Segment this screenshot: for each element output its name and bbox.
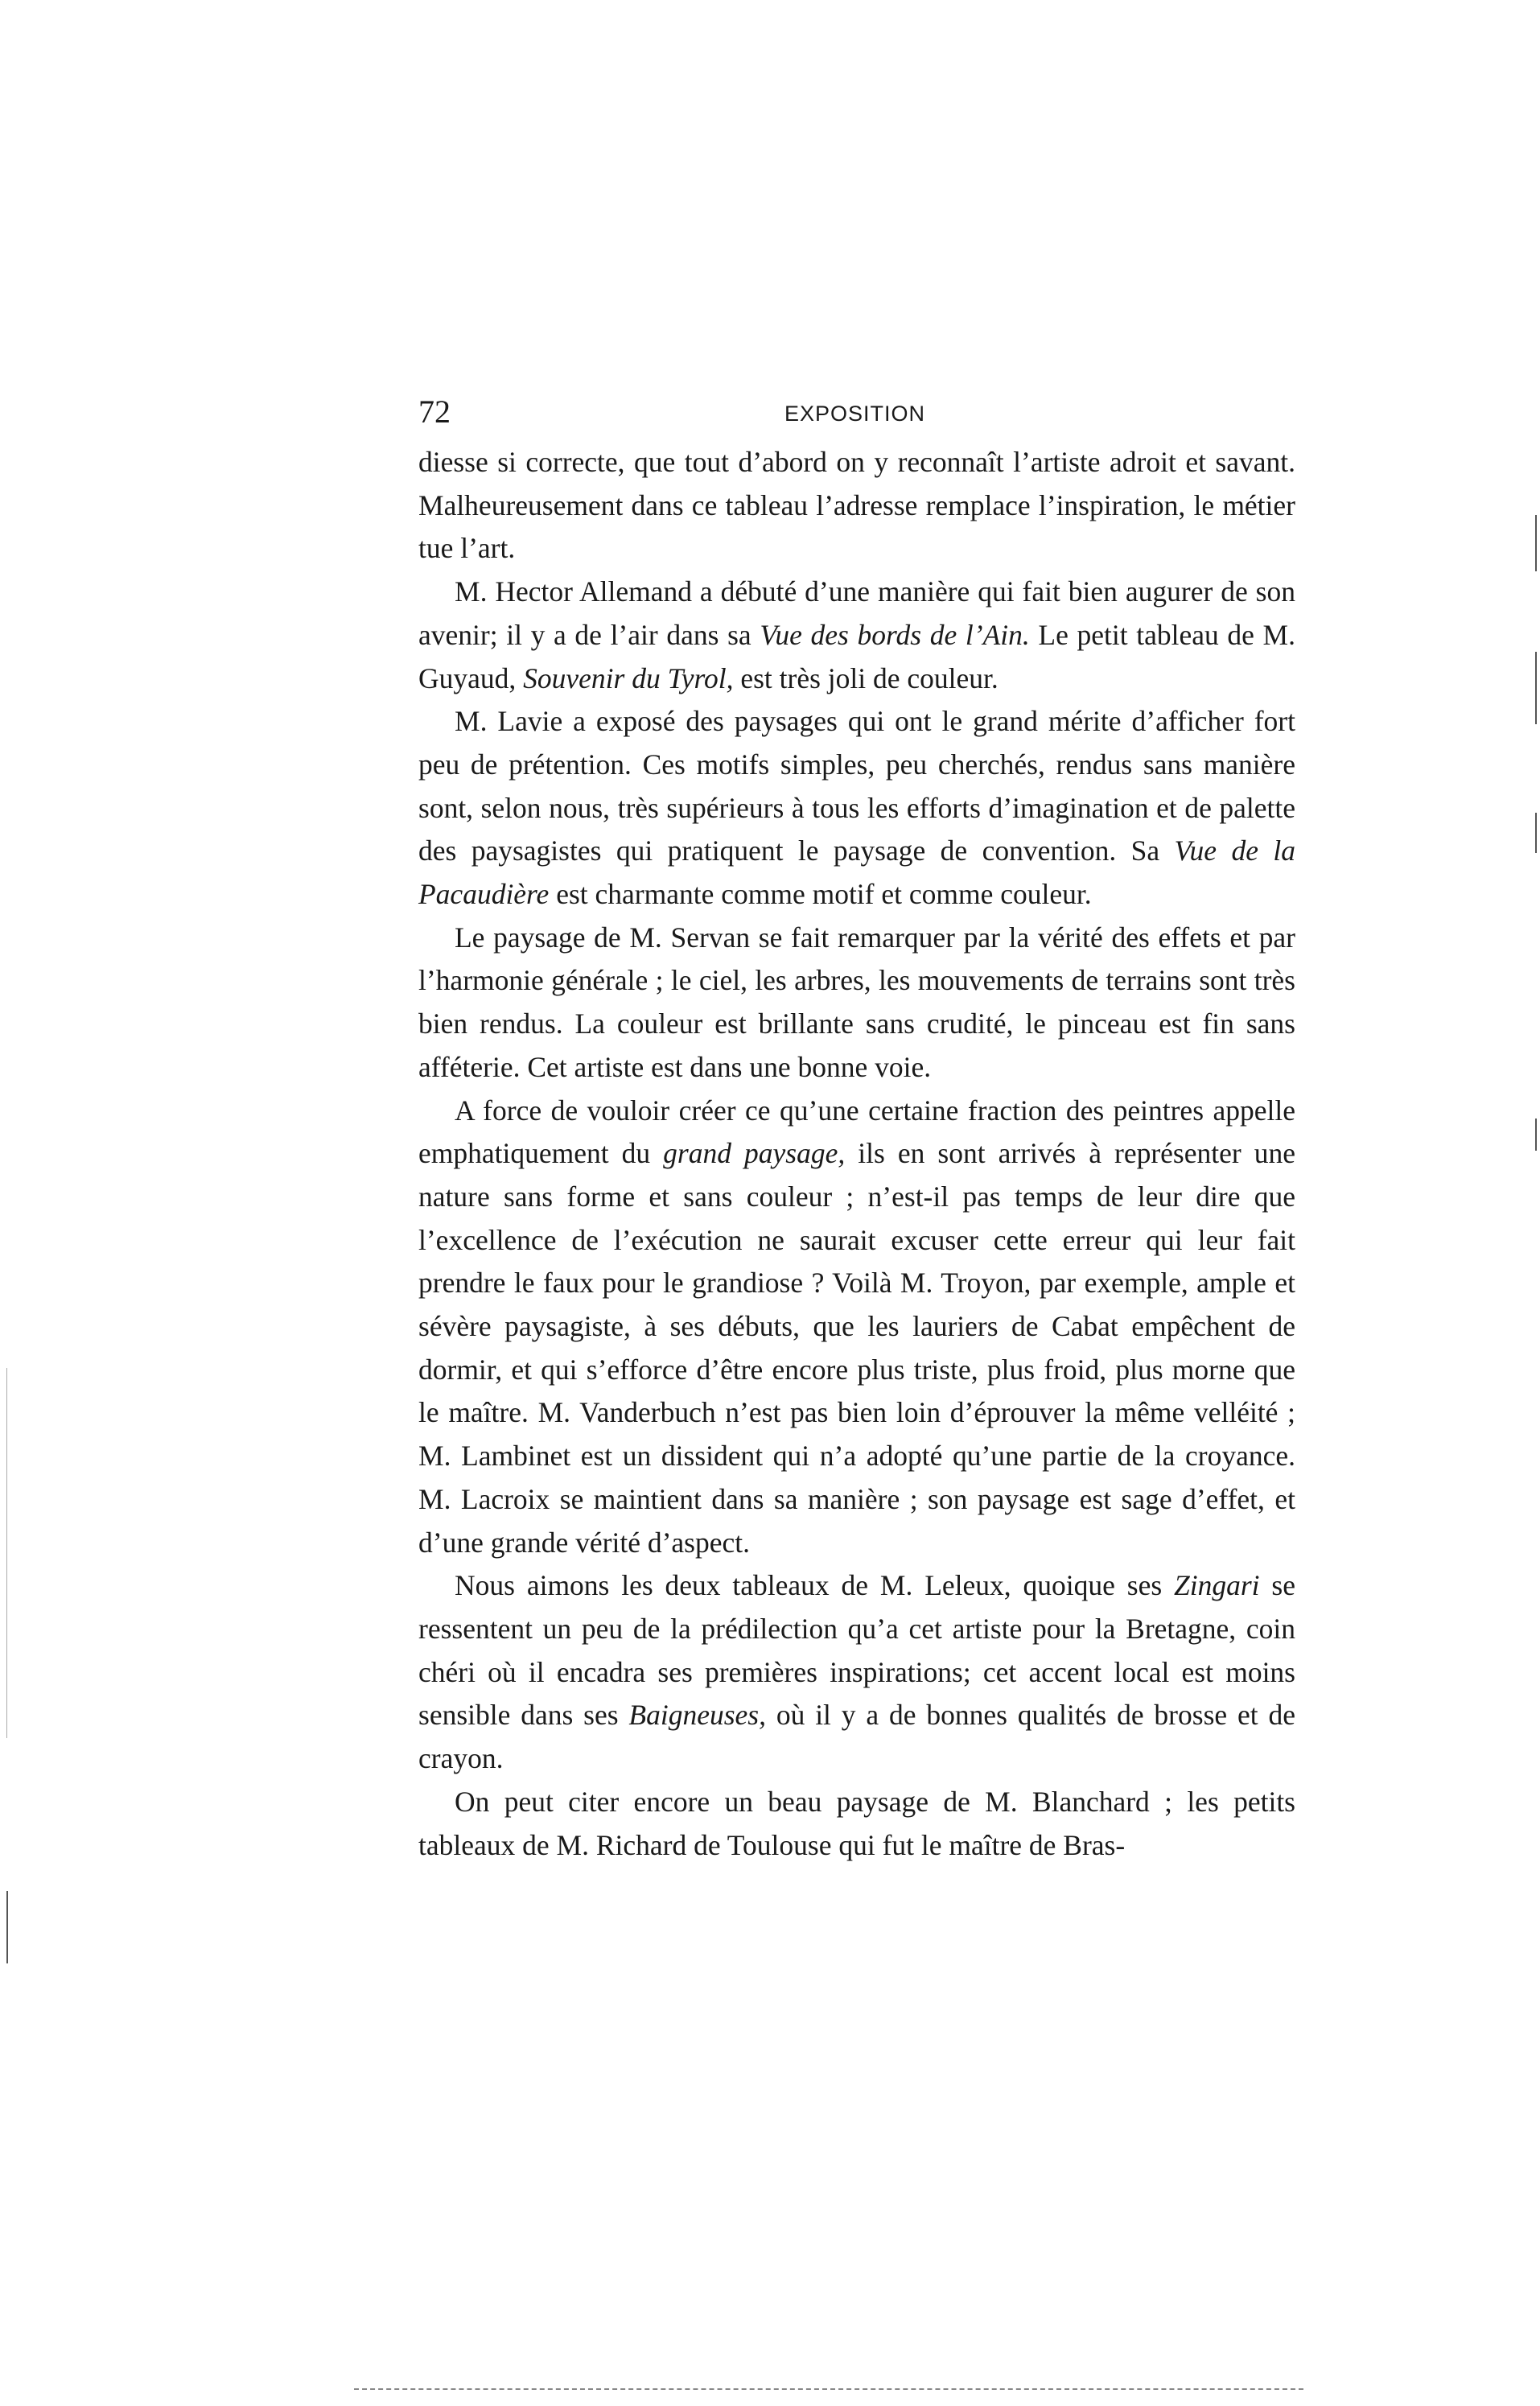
scan-edge-mark — [1535, 813, 1537, 853]
scan-edge-mark — [1535, 1119, 1537, 1151]
text-run: Nous aimons les deux tableaux de M. Leleux, quoique ses — [455, 1569, 1175, 1602]
page-header — [418, 388, 1295, 436]
paragraph — [418, 1090, 1295, 1565]
text-run: M. Hector Allemand a débuté d’une manière qui fait bien augurer de son avenir; il y a de l’air dans sa — [418, 575, 1295, 651]
italic-title: Vue des bords de l’Ain. — [760, 618, 1030, 651]
text-run: diesse si correcte, que tout d’abord on y reconnaît l’artiste adroit et savant. Malheureusement dans ce tableau l’adresse remplace l’inspiration, le métier tue l’art. — [418, 446, 1295, 565]
italic-title: Vue de la Pacaudière — [418, 834, 1295, 911]
text-run: est charmante comme motif et comme couleur. — [549, 878, 1092, 911]
paragraph — [418, 571, 1295, 700]
text-run: se ressentent un peu de la prédilection qu’a cet artiste pour la Bretagne, coin chéri où il encadra ses premières inspirations; cet accent local est moins sensible dans ses — [418, 1569, 1296, 1732]
body-text — [418, 441, 1295, 1867]
scan-edge-mark — [1535, 652, 1537, 724]
paragraph — [418, 1781, 1295, 1867]
page-number: 72 — [418, 393, 451, 430]
italic-title: Zingari — [1174, 1569, 1260, 1602]
italic-title: Baigneuses, — [628, 1699, 766, 1732]
text-run: ils en sont arrivés à représenter une nature sans forme et sans couleur ; n’est-il pas temps de leur dire que l’excellence de l’exécution ne saurait excuser cette erreur qui leur fait prendre le faux pour le grandiose ? Voilà M. Troyon, par exemple, ample et sévère paysagiste, à ses débuts, que les lauriers de Cabat empêchent de dormir, et qui s’efforce d’être encore plus triste, plus froid, plus morne que le maître. M. Vanderbuch n’est pas bien loin d’éprouver la même velléité ; M. Lambinet est un dissident qui n’a adopté qu’une partie de la croyance. M. Lacroix se maintient dans sa manière ; son paysage est sage d’effet, et d’une grande vérité d’aspect. — [418, 1137, 1295, 1559]
text-run: est très joli de couleur. — [733, 661, 999, 694]
paragraph — [418, 700, 1295, 917]
paragraph — [418, 1564, 1295, 1781]
scan-edge-mark — [6, 1891, 8, 1963]
text-run: M. Lavie a exposé des paysages qui ont le grand mérite d’afficher fort peu de prétention. Ces motifs simples, peu cherchés, rendus sans manière sont, selon nous, très supérieurs à tous les efforts d’imagination et de palette des paysagistes qui pratiquent le paysage de convention. Sa — [418, 705, 1295, 867]
paragraph — [418, 441, 1295, 571]
scan-edge-mark — [1535, 515, 1537, 571]
running-head: EXPOSITION — [784, 402, 926, 426]
text-run: A force de vouloir créer ce qu’une certaine fraction des peintres appelle emphatiquement du — [418, 1094, 1295, 1170]
scan-bottom-edge — [354, 2388, 1303, 2390]
text-run: Le paysage de M. Servan se fait remarquer par la vérité des effets et par l’harmonie générale ; le ciel, les arbres, les mouvements de terrains sont très bien rendus. La couleur est brillante sans crudité, le pinceau est fin sans afféterie. Cet artiste est dans une bonne voie. — [418, 921, 1295, 1083]
italic-title: Souvenir du Tyrol, — [523, 661, 734, 694]
italic-title: grand paysage, — [663, 1137, 846, 1170]
text-run: Le petit tableau de M. Guyaud, — [418, 618, 1296, 694]
paragraph — [418, 917, 1295, 1090]
text-run: où il y a de bonnes qualités de brosse et de crayon. — [418, 1699, 1295, 1775]
scan-edge-mark — [6, 1368, 7, 1738]
text-run: On peut citer encore un beau paysage de M. Blanchard ; les petits tableaux de M. Richard de Toulouse qui fut le maître de Bras- — [418, 1785, 1295, 1861]
